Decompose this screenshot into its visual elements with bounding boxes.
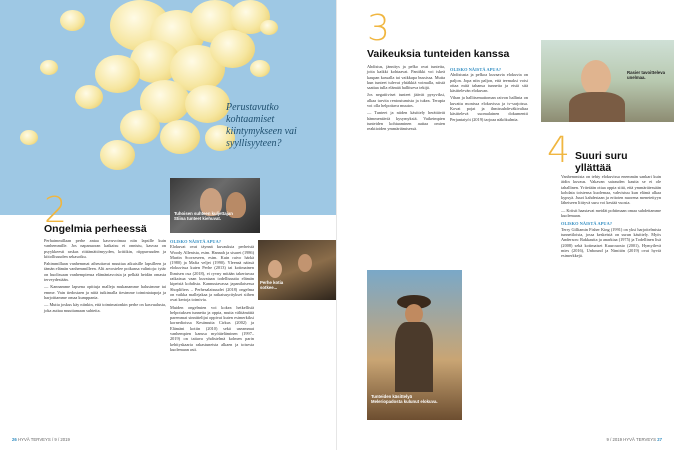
section-3-column-1 [367,64,445,132]
popcorn-kernel [40,60,58,75]
magazine-issue: HYVÄ TERVEYS / 9 / 2019 [17,437,70,442]
popcorn-kernel [100,140,135,170]
section-3-column-2 [450,64,528,122]
paragraph: — Kannamme lapsena opittuja malleja mukanamme halusimme tai emme. Vain tiedostaen ja niitä tutkimalla tiesimme toimintatapoja ja harjoittamme omaa kumppania. [44,284,166,300]
paragraph: Jos negatiiviset tunteet jäävät pysyviksi, alkaa tarvita rentoutumista ja tukea. Terapia voi olla helpottava muutos. [367,92,445,109]
page-number: 26 [12,437,17,442]
section-number: 2 [44,190,67,231]
film-still-cowboy [367,270,462,420]
paragraph: Terry Gilliamin Fisher King (1991) on yksi harjoitelmista tunnetiloista, jossa keskeistä on surun käsittely. Myös Anderson: Rakkautta ja anarkiaa (1975) ja Todellinen lisä (2008) sekä kotimaiset Kuurouosto (2001), Hymyilevä mies (2016), Unbound ja Nimitön (2019) ovat hyviä esimerkkejä. [561,226,661,259]
paragraph: — Mutta joskus käy niinkin, että toimimatonkin perhe on kasvualusta, joka auttaa muuttamaan suhteita. [44,302,166,313]
popcorn-kernel [250,60,270,77]
popcorn-kernel [120,110,160,144]
popcorn-kernel [75,85,103,109]
popcorn-kernel [210,30,255,68]
image-caption: Rasier tavoitteleva unelmaa. [627,70,665,80]
popcorn-kernel [185,85,230,123]
paragraph: — Kriisit haastavat meidät pohtimaan omaa suhdettamme kuolemaan. [561,207,661,219]
section-title: Vaikeuksia tunteiden kanssa [367,48,510,60]
paragraph: Muiden ongelmien voi kokea hetkellisiä helpotuksen tunnetta ja oppia, mutta välttämättä paremmat sinnittelijat oppivat kuten esimerkiksi kornedioissa Kesämutta Cirkus (2002) ja Elämäni kotiin (2010) sekä useammat vanhempien kanssa myötäeläminen (1997–2019) on taitava yhdistelmä kolmen parin kehityskaaria rakastuneista alkaen ja toisesta kuolemaan asti. [170,304,254,352]
popcorn-kernel [95,55,140,93]
section-title: Suuri suru yllättää [575,150,628,174]
paragraph: Vanhemmista on tehty elokuvissa enemmän sankari kuin äidin kuvaus. Vakavan sairauden kautta se ei ole tahallinen. Yritetään ottaa oppia siitä, että ymmärtäessään kohdata toistensa kuolemaa, vahvistuu kun elämä alkaa kypsyä. Juuri kahdestaan ja eritoten nuorena menetettyyn läheiseen liittyvä suru voi kestää vuosia. [561,174,661,206]
section-2-column-2 [170,236,254,352]
popcorn-kernel [160,120,200,154]
magazine-issue: 9 / 2019 HYVÄ TERVEYS [606,437,657,442]
paragraph: — Tunteet ja niiden käsittely herättävät hämmentäviä kysymyksiä. Vaikeimpien tunteiden kohtaaminen auttaa omien reaktioiden ymmärtämisessä. [367,110,445,132]
image-caption: Tunteiden käsittelyä Meleriopadosta kulunut elokuva. [371,394,438,404]
section-number: 4 [547,130,570,171]
film-still-dinner [258,240,337,300]
film-still-woman [541,40,674,122]
section-title: Ongelmia perheessä [44,223,147,235]
paragraph: Perhaimmillaan perhe antaa kasvuvoimaa niin lapsille kuin vanhemmille. Jos napanuoran katkaisu ei onnistu, kasvaa on psyykkeesti raskas riittämättömyyden, kritiikin, riippuvuuden ja kiitollisuuden sekasotku. [44,238,166,259]
paragraph: Ahdistusta ja pelkoa kuvaavia elokuvia on paljon. Jopa niin paljon, että teemaksi voisi ottaa mitä tahansa tunnetta ja etsiä sitä käsittelevän elokuvan. [450,72,528,94]
section-4-header [547,130,570,171]
page-folio [12,437,70,442]
popcorn-kernel [60,10,85,31]
image-caption: Perhe kotia sotkee... [260,280,284,290]
popcorn-kernel [260,20,278,35]
paragraph: Elokuvat ovat täynnä kuvauksia perheistä Woody Allenista, esim. Hannah ja sisaret (1986) Martin Scorseseen, esim. Kuin raivo härkä (1980) ja Mafia veljet (1990). Yleensä näissä elokuvissa kuten Perhe (2013) tai kotimainen Ihmisen osa (2018), ei ryvny mitään takertuvaa ratkaisua vaan kuvataan todellisuutta elämän kipeistä kohdista. Kannustavassa japanilaisessa Shoplifters – Perhesalaisuudet (2018) ongelma on vaikka mallejakaa ja ratkaisuyritykset siihen ovat kertoja toimivia. [170,244,254,303]
paragraph: Ahdistus, jännitys ja pelko ovat tunteita, joita kaikki kohtaavat. Paniikki voi iskeä kaupan kassalla tai vaikkapa bussissa. Mutta kun tunteet tulevat yhtäkkiä voimalla, niistä saattaa tulla elämää hallitseva tekijä. [367,64,445,91]
section-number: 3 [367,8,390,49]
subhead: OLISKO NÄISTÄ APUA? [170,239,222,244]
section-2-column-1 [44,238,166,313]
section-3-header [367,8,390,49]
page-number: 27 [657,437,662,442]
image-caption: Tuhoisen suhteen kuljettajan Stiina tunteet kiehuvat. [174,211,233,221]
paragraph: Pahimmillaan vanhemmat aiheuttavat muuttaa aikuisille lapsilleen ja tämän elämän vanhemmilleen. Alti arvostelee poikansa valintoja: tytär on huolissaan vanhempiensa elämäntavoista ja pelkää heidän omasta terveydestään. [44,261,166,283]
popcorn-kernel [20,130,38,145]
subhead: OLISKO NÄISTÄ APUA? [450,67,502,72]
subhead: OLISKO NÄISTÄ APUA? [561,221,613,227]
right-page [337,0,674,450]
pull-quote: Perustavutko kohtaamiset kiintymykseen vai syyllisyyteen? [226,102,297,149]
film-still-car [170,178,260,233]
section-4-column [561,174,661,258]
page-folio [606,437,662,442]
paragraph: Vihan ja hallitsemattoman raivon hallinta on kuvattu monissa elokuvissa ja tv-sarjoissa. Kovat pojat ja ihmissuhdeväkivaltaa käsittelevä suomalainen dokumentti Perjantaiyöt (2019) tarjoaa näkökulmia. [450,95,528,122]
